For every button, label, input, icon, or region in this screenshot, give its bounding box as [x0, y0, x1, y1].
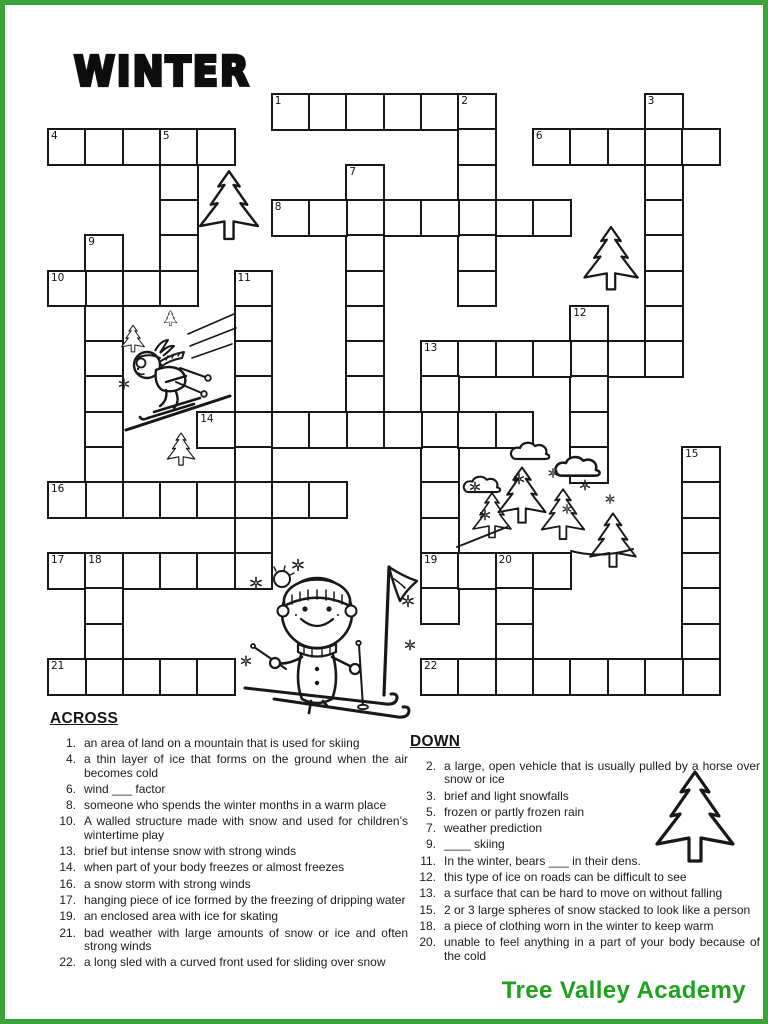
grid-cell[interactable]	[607, 128, 647, 166]
clue-number: 4.	[65, 752, 76, 767]
grid-cell-number: 4	[51, 130, 58, 143]
grid-cell[interactable]	[345, 164, 385, 202]
clue-text: a piece of clothing worn in the winter to keep warm	[444, 918, 714, 933]
grid-cell[interactable]	[271, 411, 311, 449]
grid-cell-number: 10	[51, 271, 65, 284]
brand-logo-text: Tree Valley Academy	[501, 977, 746, 1004]
down-clues-section	[410, 733, 760, 966]
grid-cell[interactable]	[420, 517, 460, 555]
clue-text: a large, open vehicle that is usually pulled by a horse over snow or ice	[444, 759, 760, 787]
grid-cell-number: 8	[274, 200, 282, 213]
grid-cell[interactable]	[457, 234, 497, 272]
clue-item	[50, 737, 408, 750]
clue-text: brief but intense snow with strong winds	[84, 844, 297, 859]
down-clue-list	[410, 760, 760, 963]
grid-cell[interactable]	[495, 587, 535, 625]
clue-text: an enclosed area with ice for skating	[84, 909, 279, 924]
grid-cell-number: 16	[51, 483, 65, 496]
grid-cell[interactable]	[420, 446, 460, 484]
clue-number: 12.	[419, 870, 436, 885]
grid-cell[interactable]	[345, 270, 385, 308]
grid-cell[interactable]	[234, 481, 274, 519]
grid-cell[interactable]	[569, 128, 609, 166]
pine-tree-icon	[576, 224, 646, 296]
grid-cell[interactable]	[681, 446, 721, 484]
grid-cell[interactable]	[644, 305, 684, 343]
clue-item	[410, 936, 760, 963]
grid-cell[interactable]	[569, 340, 609, 378]
grid-cell-number: 14	[200, 412, 214, 425]
grid-cell[interactable]	[681, 587, 721, 625]
grid-cell[interactable]	[47, 552, 87, 590]
grid-cell[interactable]	[644, 340, 684, 378]
clue-item	[50, 910, 408, 923]
across-header: ACROSS	[50, 710, 119, 727]
clue-number: 8.	[65, 798, 76, 813]
clue-text: In the winter, bears ___ in their dens.	[444, 853, 641, 868]
grid-cell[interactable]	[420, 587, 460, 625]
grid-cell[interactable]	[308, 199, 348, 237]
clue-number: 21.	[59, 925, 76, 940]
grid-cell[interactable]	[420, 552, 460, 590]
grid-cell[interactable]	[84, 658, 124, 696]
grid-cell[interactable]	[383, 199, 423, 237]
grid-cell[interactable]	[457, 164, 497, 202]
clue-number: 13.	[59, 844, 76, 859]
grid-cell[interactable]	[122, 552, 162, 590]
clue-number: 1.	[65, 736, 76, 750]
grid-cell-number: 11	[237, 271, 251, 284]
grid-cell[interactable]	[420, 93, 460, 131]
clue-item	[410, 871, 760, 884]
clue-text: someone who spends the winter months in a warm place	[84, 798, 387, 813]
grid-cell[interactable]	[420, 481, 460, 519]
clue-text: brief and light snowfalls	[444, 788, 569, 803]
grid-cell[interactable]	[47, 481, 87, 519]
grid-cell[interactable]	[84, 552, 124, 590]
clue-number: 10.	[59, 814, 76, 829]
clue-item	[410, 790, 760, 803]
grid-cell[interactable]	[681, 623, 721, 661]
grid-cell[interactable]	[420, 375, 460, 413]
clue-text: a snow storm with strong winds	[84, 876, 251, 891]
grid-cell[interactable]	[159, 481, 199, 519]
clue-item	[410, 838, 760, 851]
clue-item	[50, 815, 408, 842]
grid-cell-number: 5	[162, 130, 170, 143]
page-title: WINTER	[74, 48, 251, 96]
grid-cell[interactable]	[644, 270, 684, 308]
clue-number: 20.	[419, 935, 436, 950]
grid-cell[interactable]	[495, 340, 535, 378]
grid-cell[interactable]	[234, 270, 274, 308]
grid-cell[interactable]	[84, 270, 124, 308]
clue-number: 17.	[59, 892, 76, 907]
grid-cell-number: 7	[349, 165, 357, 178]
clue-number: 13.	[419, 886, 436, 901]
grid-cell[interactable]	[607, 658, 647, 696]
grid-cell[interactable]	[47, 658, 87, 696]
grid-cell[interactable]	[122, 128, 162, 166]
clue-text: A walled structure made with snow and used for children’s wintertime play	[84, 814, 408, 842]
grid-cell-number: 21	[51, 659, 65, 672]
down-header: DOWN	[410, 733, 461, 750]
grid-cell[interactable]	[308, 411, 348, 449]
grid-cell-number: 1	[274, 95, 282, 107]
clue-number: 19.	[59, 909, 76, 924]
grid-cell[interactable]	[271, 481, 311, 519]
clue-text: when part of your body freezes or almost freezes	[84, 860, 345, 875]
grid-cell[interactable]	[271, 93, 311, 131]
grid-cell[interactable]	[159, 552, 199, 590]
grid-cell[interactable]	[457, 270, 497, 308]
clue-text: a long sled with a curved front used for sliding over snow	[84, 955, 386, 970]
clue-item	[50, 956, 408, 969]
clue-item	[410, 887, 760, 900]
grid-cell[interactable]	[420, 340, 460, 378]
grid-cell[interactable]	[681, 517, 721, 555]
grid-cell[interactable]	[644, 234, 684, 272]
grid-cell[interactable]	[569, 375, 609, 413]
grid-cell-number: 3	[647, 95, 655, 107]
clue-text: a surface that can be hard to move on without falling	[444, 886, 723, 901]
grid-cell[interactable]	[457, 340, 497, 378]
pine-tree-icon	[163, 430, 199, 470]
grid-cell[interactable]	[532, 340, 572, 378]
grid-cell[interactable]	[495, 623, 535, 661]
clue-item	[50, 783, 408, 796]
grid-cell[interactable]	[607, 340, 647, 378]
skier-with-flag-icon	[238, 545, 423, 735]
grid-cell[interactable]	[196, 481, 236, 519]
grid-cell[interactable]	[495, 658, 535, 696]
grid-cell[interactable]	[457, 658, 497, 696]
grid-cell-number: 20	[498, 553, 512, 566]
grid-cell[interactable]	[345, 199, 385, 237]
grid-cell[interactable]	[345, 340, 385, 378]
grid-cell[interactable]	[532, 199, 572, 237]
grid-cell[interactable]	[345, 93, 385, 131]
clue-text: a thin layer of ice that forms on the ground when the air becomes cold	[84, 752, 408, 780]
clue-text: 2 or 3 large spheres of snow stacked to look like a person	[444, 902, 751, 917]
grid-cell[interactable]	[47, 270, 87, 308]
grid-cell[interactable]	[122, 270, 162, 308]
grid-cell[interactable]	[308, 93, 348, 131]
grid-cell[interactable]	[271, 199, 311, 237]
clue-number: 22.	[59, 955, 76, 970]
grid-cell[interactable]	[345, 411, 385, 449]
clue-number: 15.	[419, 902, 436, 917]
pine-tree-icon	[191, 168, 267, 246]
grid-cell[interactable]	[681, 552, 721, 590]
clue-item	[50, 845, 408, 858]
grid-cell[interactable]	[457, 199, 497, 237]
clue-item	[50, 799, 408, 812]
clue-item	[410, 920, 760, 933]
grid-cell[interactable]	[84, 446, 124, 484]
grid-cell[interactable]	[196, 552, 236, 590]
grid-cell-number: 15	[685, 448, 699, 460]
clue-text: an area of land on a mountain that is used for skiing	[84, 736, 360, 750]
grid-cell[interactable]	[644, 128, 684, 166]
clue-item	[50, 861, 408, 874]
grid-cell[interactable]	[47, 128, 87, 166]
clue-text: unable to feel anything in a part of your body because of the cold	[444, 935, 760, 963]
clue-number: 9.	[425, 837, 436, 852]
grid-cell[interactable]	[84, 234, 124, 272]
across-clues-section	[50, 710, 408, 972]
grid-cell[interactable]	[234, 446, 274, 484]
grid-cell-number: 19	[424, 553, 438, 566]
clue-number: 14.	[59, 860, 76, 875]
grid-cell[interactable]	[457, 93, 497, 131]
clue-text: frozen or partly frozen rain	[444, 804, 585, 819]
grid-cell-number: 17	[51, 553, 65, 566]
clue-item	[50, 894, 408, 907]
grid-cell-number: 18	[88, 553, 102, 566]
clue-number: 16.	[59, 876, 76, 891]
clue-text: wind ___ factor	[84, 781, 166, 796]
grid-cell-number: 12	[573, 306, 587, 319]
clue-number: 11.	[420, 853, 436, 868]
grid-cell-number: 6	[535, 130, 543, 143]
grid-cell[interactable]	[345, 375, 385, 413]
grid-cell[interactable]	[681, 128, 721, 166]
grid-cell[interactable]	[681, 481, 721, 519]
grid-cell[interactable]	[383, 93, 423, 131]
grid-cell[interactable]	[644, 658, 684, 696]
grid-cell[interactable]	[159, 128, 199, 166]
grid-cell[interactable]	[196, 658, 236, 696]
across-clue-list	[50, 737, 408, 969]
grid-cell[interactable]	[569, 658, 609, 696]
clue-item	[410, 760, 760, 787]
grid-cell[interactable]	[345, 234, 385, 272]
grid-cell[interactable]	[644, 199, 684, 237]
downhill-skier-icon	[110, 308, 244, 438]
snowy-forest-scene	[455, 435, 653, 573]
clue-number: 6.	[65, 781, 76, 796]
grid-cell[interactable]	[84, 481, 124, 519]
grid-cell[interactable]	[345, 305, 385, 343]
clue-number: 18.	[419, 918, 436, 933]
clue-text: ____ skiing	[444, 837, 505, 852]
clue-item	[410, 855, 760, 868]
grid-cell[interactable]	[420, 658, 460, 696]
clue-text: hanging piece of ice formed by the freezing of dripping water	[84, 892, 406, 907]
grid-cell[interactable]	[420, 411, 460, 449]
grid-cell[interactable]	[196, 128, 236, 166]
grid-cell-number: 2	[461, 95, 468, 107]
grid-cell[interactable]	[532, 128, 572, 166]
grid-cell[interactable]	[159, 658, 199, 696]
grid-cell[interactable]	[84, 128, 124, 166]
clue-item	[50, 927, 408, 954]
clue-text: bad weather with large amounts of snow or ice and often strong winds	[84, 925, 408, 953]
clue-item	[410, 822, 760, 835]
grid-cell[interactable]	[644, 93, 684, 131]
clue-item	[410, 806, 760, 819]
clue-item	[50, 878, 408, 891]
grid-cell[interactable]	[420, 199, 460, 237]
grid-cell[interactable]	[644, 164, 684, 202]
grid-cell[interactable]	[84, 587, 124, 625]
grid-cell-number: 13	[424, 342, 438, 355]
grid-cell[interactable]	[495, 199, 535, 237]
clue-number: 5.	[425, 804, 436, 819]
clue-item	[410, 904, 760, 917]
grid-cell-number: 22	[424, 659, 438, 672]
grid-cell[interactable]	[122, 658, 162, 696]
grid-cell[interactable]	[532, 658, 572, 696]
grid-cell-number: 9	[88, 236, 95, 249]
clue-number: 2.	[425, 759, 436, 773]
clue-item	[50, 753, 408, 780]
grid-cell[interactable]	[308, 481, 348, 519]
clue-number: 7.	[425, 821, 436, 836]
grid-cell[interactable]	[569, 305, 609, 343]
clue-text: this type of ice on roads can be difficult to see	[444, 870, 687, 885]
clue-text: weather prediction	[444, 821, 543, 836]
grid-cell[interactable]	[84, 623, 124, 661]
grid-cell[interactable]	[159, 270, 199, 308]
grid-cell[interactable]	[681, 658, 721, 696]
grid-cell[interactable]	[383, 411, 423, 449]
clue-number: 3.	[425, 788, 436, 803]
grid-cell[interactable]	[457, 128, 497, 166]
grid-cell[interactable]	[122, 481, 162, 519]
